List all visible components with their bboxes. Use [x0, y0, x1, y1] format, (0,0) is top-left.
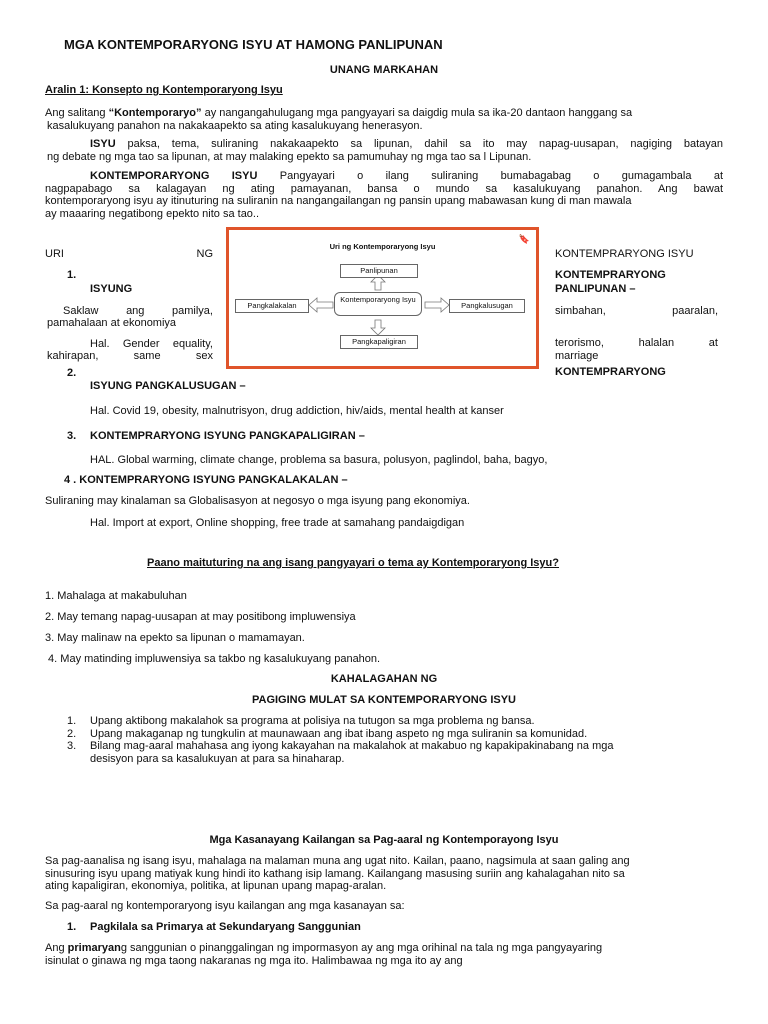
isyung-label: ISYUNG — [90, 283, 133, 295]
text: paaralan, — [672, 304, 718, 317]
heading-text: KONTEMPRARYONG ISYUNG PANGKAPALIGIRAN – — [90, 430, 365, 442]
text: kontemporaryong isyu ay itinuturing na suliranin na nangangailangan ng pansin upang mabawasan kung di man mawala — [45, 195, 632, 207]
intro-paragraph-2 — [45, 138, 723, 163]
text: Sa pag-aanalisa ng isang isyu, mahalaga na malaman muna ang ugat nito. Kailan, paano, nagsimula at saan galing ang — [45, 855, 630, 867]
keyword: ISYU — [90, 138, 116, 150]
kahalagahan-heading-2: PAGIGING MULAT SA KONTEMPORARYONG ISYU — [251, 694, 516, 706]
text: KONTEMPRARYONG ISYU — [555, 248, 694, 260]
item-number: 4 . — [64, 474, 77, 486]
type-3-heading — [67, 430, 365, 443]
text: isinulat o ginawa ng mga taong nakaranas ng mga ito. Halimbawaa ng mga ito ay ang — [45, 954, 463, 967]
issue-types-diagram — [226, 227, 539, 369]
down-arrow — [371, 320, 385, 335]
keyword: “Kontemporaryo” — [108, 107, 202, 119]
text: ng debate ng mga tao sa lipunan, at may malaking epekto sa pamumuhay ng mga tao sa l Lipunan. — [47, 150, 532, 163]
lesson-heading: Aralin 1: Konsepto ng Kontemporaryong Isyu — [45, 84, 283, 96]
diagram-box-center — [334, 292, 422, 316]
center-label: Kontemporaryong Isyu — [340, 295, 416, 304]
paano-heading: Paano maituturing na ang isang pangyayari o tema ay Kontemporaryong Isyu? — [147, 557, 559, 569]
item-text: Pagkilala sa Primarya at Sekundaryang Sanggunian — [90, 921, 361, 933]
item-number: 3. — [67, 430, 77, 442]
kasanayan-item-1 — [67, 921, 361, 934]
left-column — [45, 248, 213, 379]
paano-item-3: 3. May malinaw na epekto sa lipunan o mamamayan. — [45, 632, 305, 644]
heading-text: KONTEMPRARYONG ISYUNG PANGKALAKALAN – — [76, 474, 348, 486]
text: pamilya, — [172, 304, 213, 317]
bookmark-icon[interactable]: 🔖 — [518, 234, 530, 244]
right-arrow — [425, 298, 449, 312]
text: Gender — [122, 337, 160, 350]
paano-item-2: 2. May temang napag-uusapan at may positibong impluwensiya — [45, 611, 356, 623]
text: same — [133, 350, 161, 362]
text: marriage — [555, 349, 599, 362]
item-text: Upang makaganap ng tungkulin at maunawaan ang ibat ibang aspeto ng mga suliranin sa komunidad. — [90, 727, 588, 740]
item-number: 1. — [67, 715, 77, 727]
paano-item-1: 1. Mahalaga at makabuluhan — [45, 590, 187, 602]
type-2-heading: ISYUNG PANGKALUSUGAN – — [90, 380, 246, 392]
quarter-heading: UNANG MARKAHAN — [329, 64, 439, 76]
page-title: MGA KONTEMPORARYONG ISYU AT HAMONG PANLIPUNAN — [64, 37, 443, 52]
kasanayan-paragraph-2: Sa pag-aaral ng kontemporaryong isyu kailangan ang mga kasanayan sa: — [45, 900, 405, 912]
diagram-box-pangkapaligiran: Pangkapaligiran — [340, 335, 418, 349]
diagram-box-pangkalusugan: Pangkalusugan — [449, 299, 525, 313]
intro-paragraph-1 — [45, 107, 725, 132]
text: KONTEMPRARYONG — [555, 268, 666, 281]
text: KONTEMPRARYONG — [555, 366, 666, 378]
type-4-heading — [64, 474, 348, 487]
text: pamahalaan at ekonomiya — [47, 317, 177, 329]
text: Ang salitang — [45, 107, 109, 119]
intro-paragraph-3 — [45, 170, 723, 220]
text: sinusuring isyu upang matiyak kung hindi ito kathang isip lamang. Kailangang masusing suriin ang kahalagahan nito sa — [45, 867, 625, 880]
item-number-1: 1. — [67, 268, 77, 281]
text: terorismo, — [555, 337, 604, 349]
text: Saklaw — [63, 304, 99, 317]
text: kasalukuyang panahon na nakakaapekto sa ating kasalukuyang henerasyon. — [47, 119, 423, 132]
diagram-box-panlipunan: Panlipunan — [340, 264, 418, 278]
kahalagahan-list — [67, 715, 727, 765]
list-item — [67, 728, 727, 741]
text: ay nangangahulugang mga pangyayari sa daigdig mula sa ika-20 dantaon hanggang sa — [201, 107, 633, 119]
text: Ang — [45, 942, 68, 954]
text: ating kapaligiran, ekonomiya, politika, at lipunan upang mapag-aralan. — [45, 880, 387, 892]
type-4-description: Suliraning may kinalaman sa Globalisasyon at negosyo o mga isyung pang ekonomiya. — [45, 495, 470, 507]
text: sex — [195, 350, 213, 362]
type-2-example: Hal. Covid 19, obesity, malnutrisyon, drug addiction, hiv/aids, mental health at kanser — [90, 405, 504, 417]
uri-label: URI — [45, 248, 64, 260]
text: g sanggunian o pinanggalingan ng impormasyon ay ang mga orihinal na tala ng mga pangyayaring — [120, 942, 603, 954]
kahalagahan-heading-1: KAHALAGAHAN NG — [330, 673, 438, 685]
paano-item-4: 4. May matinding impluwensiya sa takbo ng kasalukuyang panahon. — [45, 653, 381, 665]
list-item — [67, 715, 727, 728]
item-number-2: 2. — [67, 366, 77, 379]
item-number: 3. — [67, 740, 77, 752]
item-text: Bilang mag-aaral mahahasa ang iyong kakayahan na makalahok at makabuo ng kapakipakinabang na mga — [90, 740, 614, 752]
text: Pangyayari o ilang suliraning bumabagabag o gumagambala at — [257, 170, 724, 182]
keyword: primaryan — [67, 942, 121, 954]
text: ang — [126, 304, 145, 317]
right-column — [555, 248, 718, 379]
text: paksa, tema, suliraning nakakaapekto sa lipunan, dahil sa ito may napag-uusapan, nagiging batayan — [115, 138, 723, 150]
kasanayan-paragraph-1 — [45, 855, 725, 893]
text: at — [708, 337, 718, 349]
keyword: KONTEMPORARYONG ISYU — [90, 170, 258, 182]
item-number: 2. — [67, 727, 77, 740]
ng-label: NG — [196, 248, 213, 260]
text: Hal. — [90, 337, 110, 350]
text: kahirapan, — [47, 350, 99, 362]
list-item — [67, 740, 727, 753]
text: halalan — [638, 337, 675, 349]
diagram-box-pangkalakalan: Pangkalakalan — [235, 299, 309, 313]
text: nagpapabago sa kalagayan ng ating pamayanan, bansa o mundo sa kasalukuyang panahon. Ang bawat — [45, 182, 723, 195]
text: equality, — [172, 337, 213, 350]
left-arrow — [309, 298, 333, 312]
item-text: desisyon para sa kasalukuyan at para sa hinaharap. — [90, 752, 345, 765]
item-text: Upang aktibong makalahok sa programa at polisiya na tutugon sa mga problema ng bansa. — [90, 715, 535, 727]
text: simbahan, — [555, 304, 606, 317]
kasanayan-heading: Mga Kasanayang Kailangan sa Pag-aaral ng Kontemporayong Isyu — [209, 834, 559, 846]
diagram-title: Uri ng Kontemporaryong Isyu — [329, 242, 436, 251]
item-number: 1. — [67, 921, 77, 933]
kasanayan-paragraph-3 — [45, 942, 725, 967]
type-3-example: HAL. Global warming, climate change, problema sa basura, polusyon, paglindol, baha, bagyo, — [90, 454, 548, 466]
type-4-example: Hal. Import at export, Online shopping, free trade at samahang pandaigdigan — [90, 517, 465, 529]
text: PANLIPUNAN – — [555, 283, 636, 295]
text: ay maaaring negatibong epekto nito sa tao.. — [45, 207, 260, 220]
